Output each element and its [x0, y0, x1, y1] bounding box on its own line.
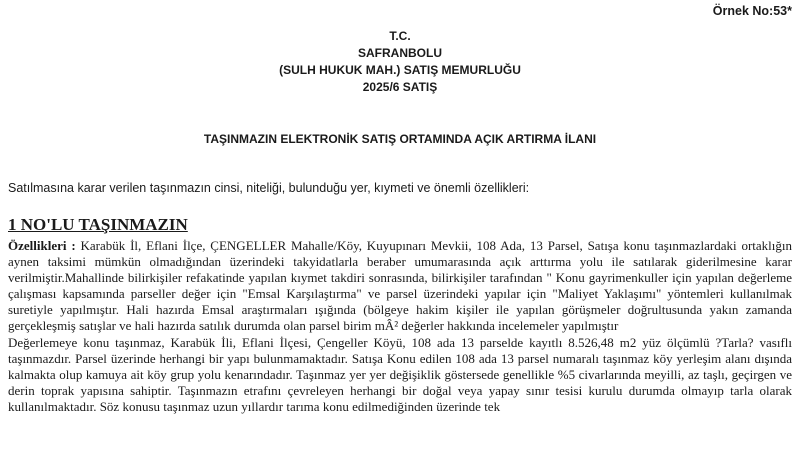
features-text: Karabük İl, Eflani İlçe, ÇENGELLER Mahalle/Köy, Kuyupınarı Mevkii, 108 Ada, 13 Parsel, Satışa konu taşınmazlardaki ortaklığın aynen taksimi mümkün olmadığından üzerindeki takyidatlarla beraber umumarasında açık arttırma yolu ile satılarak giderilmesine karar verilmiştir.Mahallinde bilirkişiler refakatinde yapılan kıymet takdiri sonrasında, bilirkişiler tarafından " Konu gayrimenkuller için yapılan değerleme çalışması kapsamında parseller değer için "Emsal Karşılaştırma" ve parsel üzerindeki yapılar için "Maliyet Yaklaşımı" yöntemleri kullanılmak suretiyle yapılmıştır. Hali hazırda Emsal araştırmaları ışığında (bölgeye hakim kişiler ile yapılan görüşmeler doğrultusunda yakın zamanda gerçekleşmiş satışlar ve hali hazırda satılık durumda olan parsel birim mÂ² değerler hakkında incelemeler yapılmıştır — [8, 238, 793, 334]
features-paragraph — [8, 238, 792, 335]
header-line-city: SAFRANBOLU — [358, 46, 442, 60]
document-header — [0, 28, 800, 96]
valuation-paragraph: Değerlemeye konu taşınmaz, Karabük İli, Eflani İlçesi, Çengeller Köyü, 108 ada 13 parselde kayıtlı 8.526,48 m2 yüz ölçümlü ?Tarla? vasıflı taşınmazdır. Parsel üzerinde herhangi bir yapı bulunmamaktadır. Satışa Konu edilen 108 ada 13 parsel numaralı taşınmaz köy yerleşim alanı dışında kalmakta olup kamuya ait köy grup yolu kenarındadır. Taşınmaz yer yer değişiklik göstersede genellikle %5 civarlarında meyilli, az taşlı, geçirgen ve derin toprak yapısına sahiptir. Taşınmazın etrafını çevreleyen herhangi bir doğal veya yapay sınır tesisi kurulu durumda olmayıp tarla olarak kullanılmaktadır. Söz konusu taşınmaz uzun yıllardır tarıma konu edilmediğinden üzerinde tek — [8, 334, 792, 414]
sample-number: Örnek No:53* — [712, 4, 792, 18]
header-line-tc: T.C. — [389, 29, 411, 43]
intro-text: Satılmasına karar verilen taşınmazın cinsi, niteliği, bulunduğu yer, kıymeti ve önemli özellikleri: — [8, 181, 530, 195]
header-line-case: 2025/6 SATIŞ — [362, 80, 438, 94]
section-title: 1 NO'LU TAŞINMAZIN — [8, 215, 188, 234]
header-line-office: (SULH HUKUK MAH.) SATIŞ MEMURLUĞU — [279, 63, 521, 77]
notice-title: TAŞINMAZIN ELEKTRONİK SATIŞ ORTAMINDA AÇIK ARTIRMA İLANI — [203, 132, 597, 146]
features-label: Özellikleri : — [8, 238, 76, 253]
section-body — [8, 238, 792, 415]
